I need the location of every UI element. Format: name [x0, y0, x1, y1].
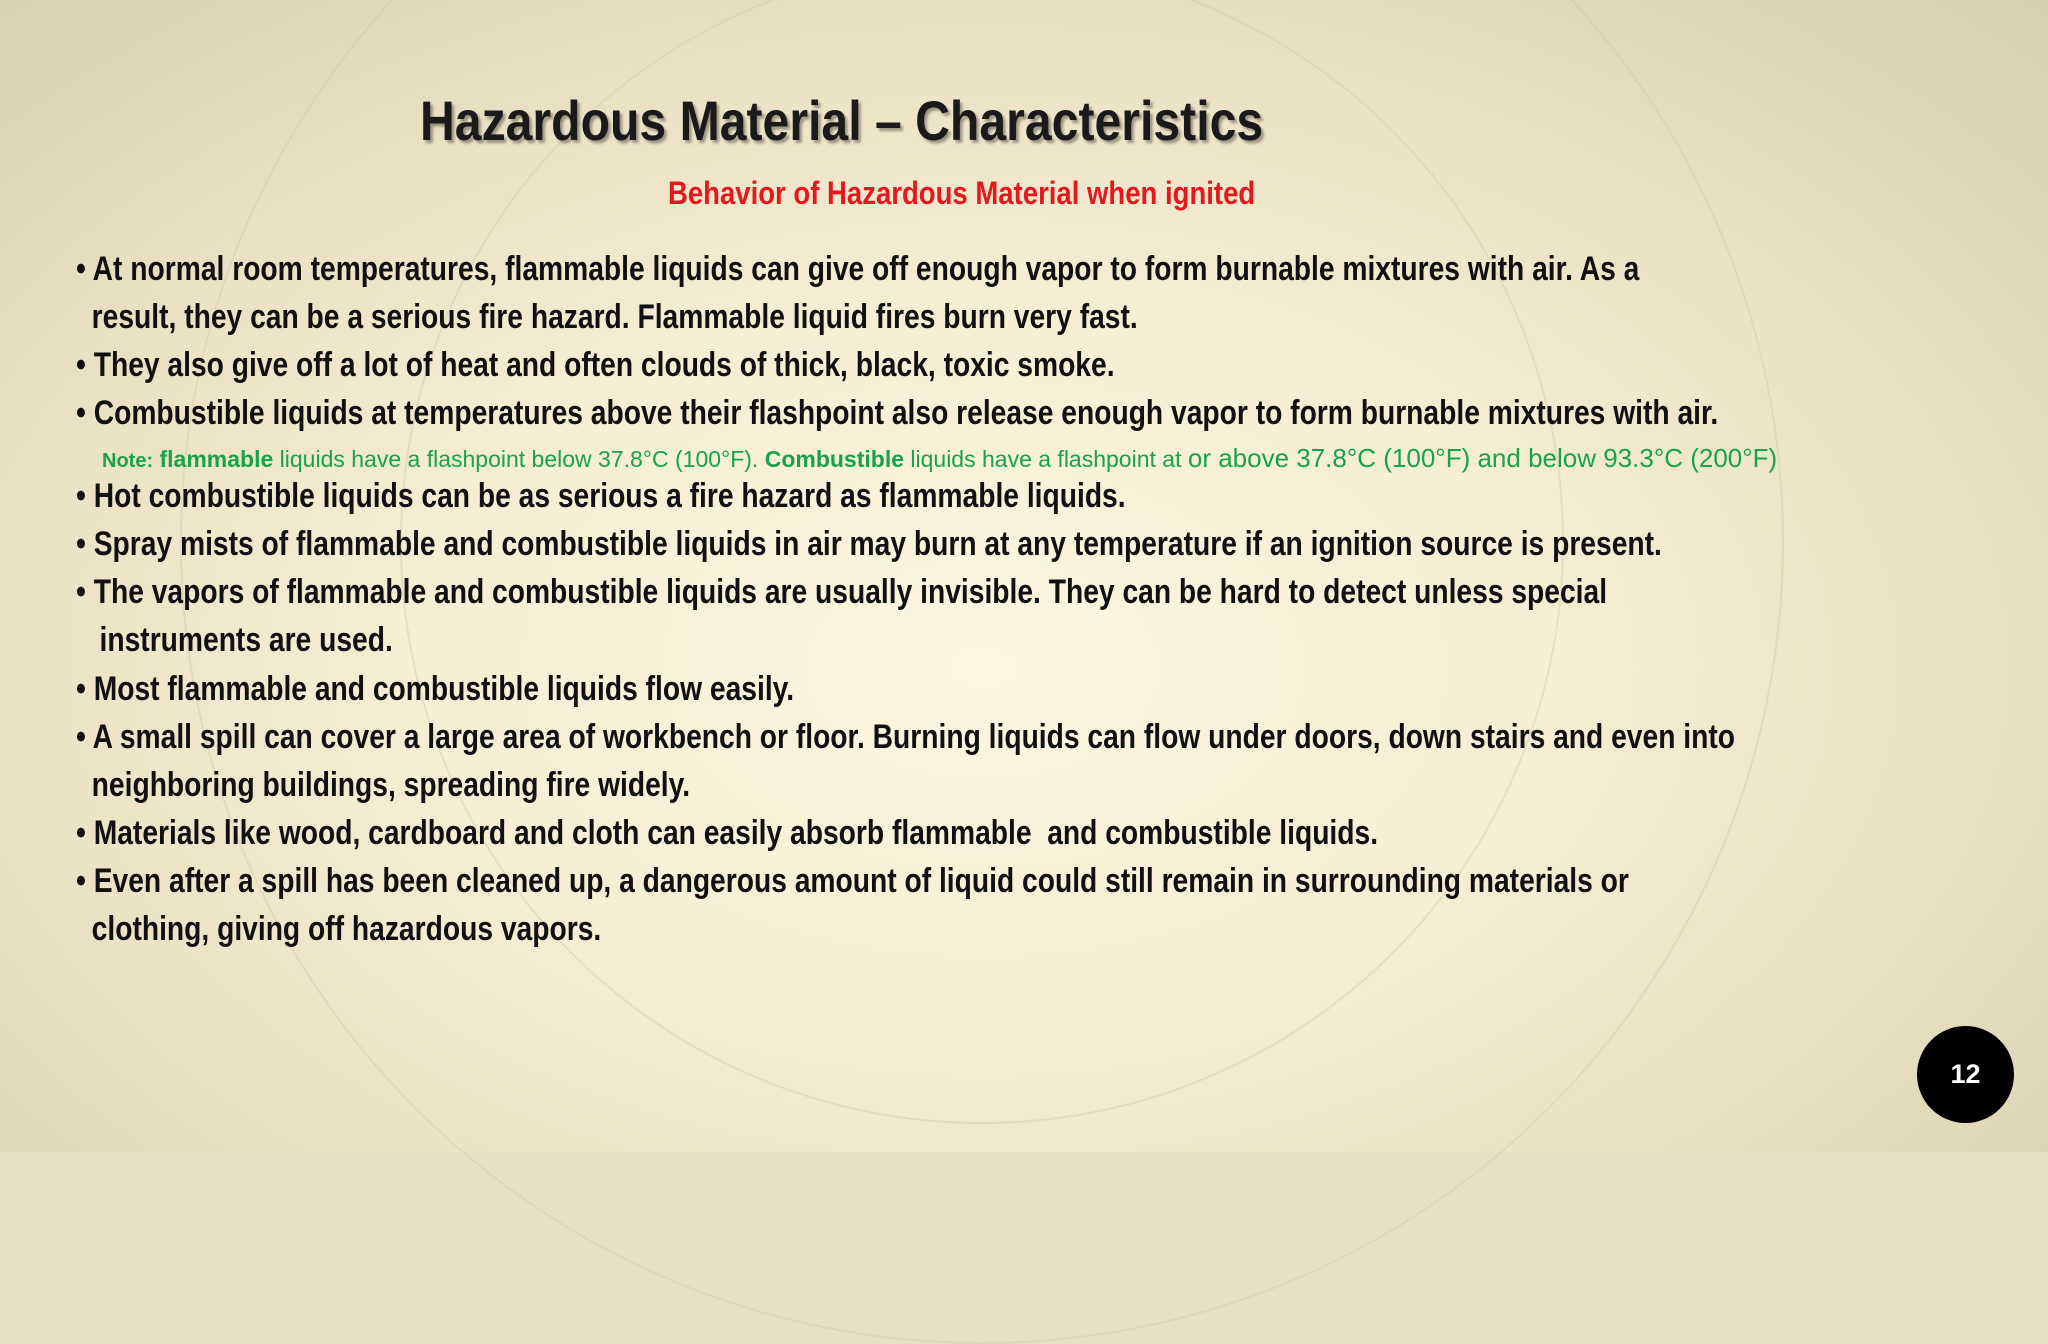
- note-term-combustible: Combustible: [764, 446, 904, 472]
- bullet-line: • At normal room temperatures, flammable liquids can give off enough vapor to form burnable mixtures with air. As a: [76, 250, 1640, 288]
- bullet-line: • A small spill can cover a large area of workbench or floor. Burning liquids can flow under doors, down stairs and even into: [76, 718, 1735, 756]
- bullet-line: result, they can be a serious fire hazard. Flammable liquid fires burn very fast.: [76, 298, 1138, 336]
- bullet-line: • The vapors of flammable and combustible liquids are usually invisible. They can be hard to detect unless special: [76, 573, 1608, 611]
- bullet-line: • They also give off a lot of heat and often clouds of thick, black, toxic smoke.: [76, 346, 1115, 384]
- bullet-line: • Combustible liquids at temperatures above their flashpoint also release enough vapor to form burnable mixtures with air.: [76, 394, 1719, 432]
- note-text-large: or above 37.8°C (100°F) and below 93.3°C (200°F): [1187, 443, 1778, 473]
- bullet-line: instruments are used.: [76, 621, 393, 659]
- flashpoint-note: [102, 443, 1777, 474]
- page-number-badge: 12: [1917, 1026, 2014, 1123]
- note-term-flammable: flammable: [159, 446, 274, 472]
- slide-subtitle: Behavior of Hazardous Material when ignited: [668, 175, 1256, 211]
- bullet-line: clothing, giving off hazardous vapors.: [76, 910, 602, 948]
- bullet-line: • Materials like wood, cardboard and cloth can easily absorb flammable and combustible liquids.: [76, 814, 1379, 852]
- bullet-line: • Hot combustible liquids can be as serious a fire hazard as flammable liquids.: [76, 477, 1126, 515]
- bullet-line: • Spray mists of flammable and combustible liquids in air may burn at any temperature if an ignition source is present.: [76, 525, 1662, 563]
- slide-title: Hazardous Material – Characteristics: [420, 89, 1264, 152]
- bullet-line: • Most flammable and combustible liquids flow easily.: [76, 670, 795, 708]
- note-label: Note:: [102, 450, 154, 472]
- note-text: liquids have a flashpoint at: [904, 446, 1188, 472]
- bullet-line: • Even after a spill has been cleaned up, a dangerous amount of liquid could still remain in surrounding materials or: [76, 862, 1629, 900]
- note-text: liquids have a flashpoint below 37.8°C (100°F).: [273, 446, 765, 472]
- bullet-line: neighboring buildings, spreading fire widely.: [76, 766, 691, 804]
